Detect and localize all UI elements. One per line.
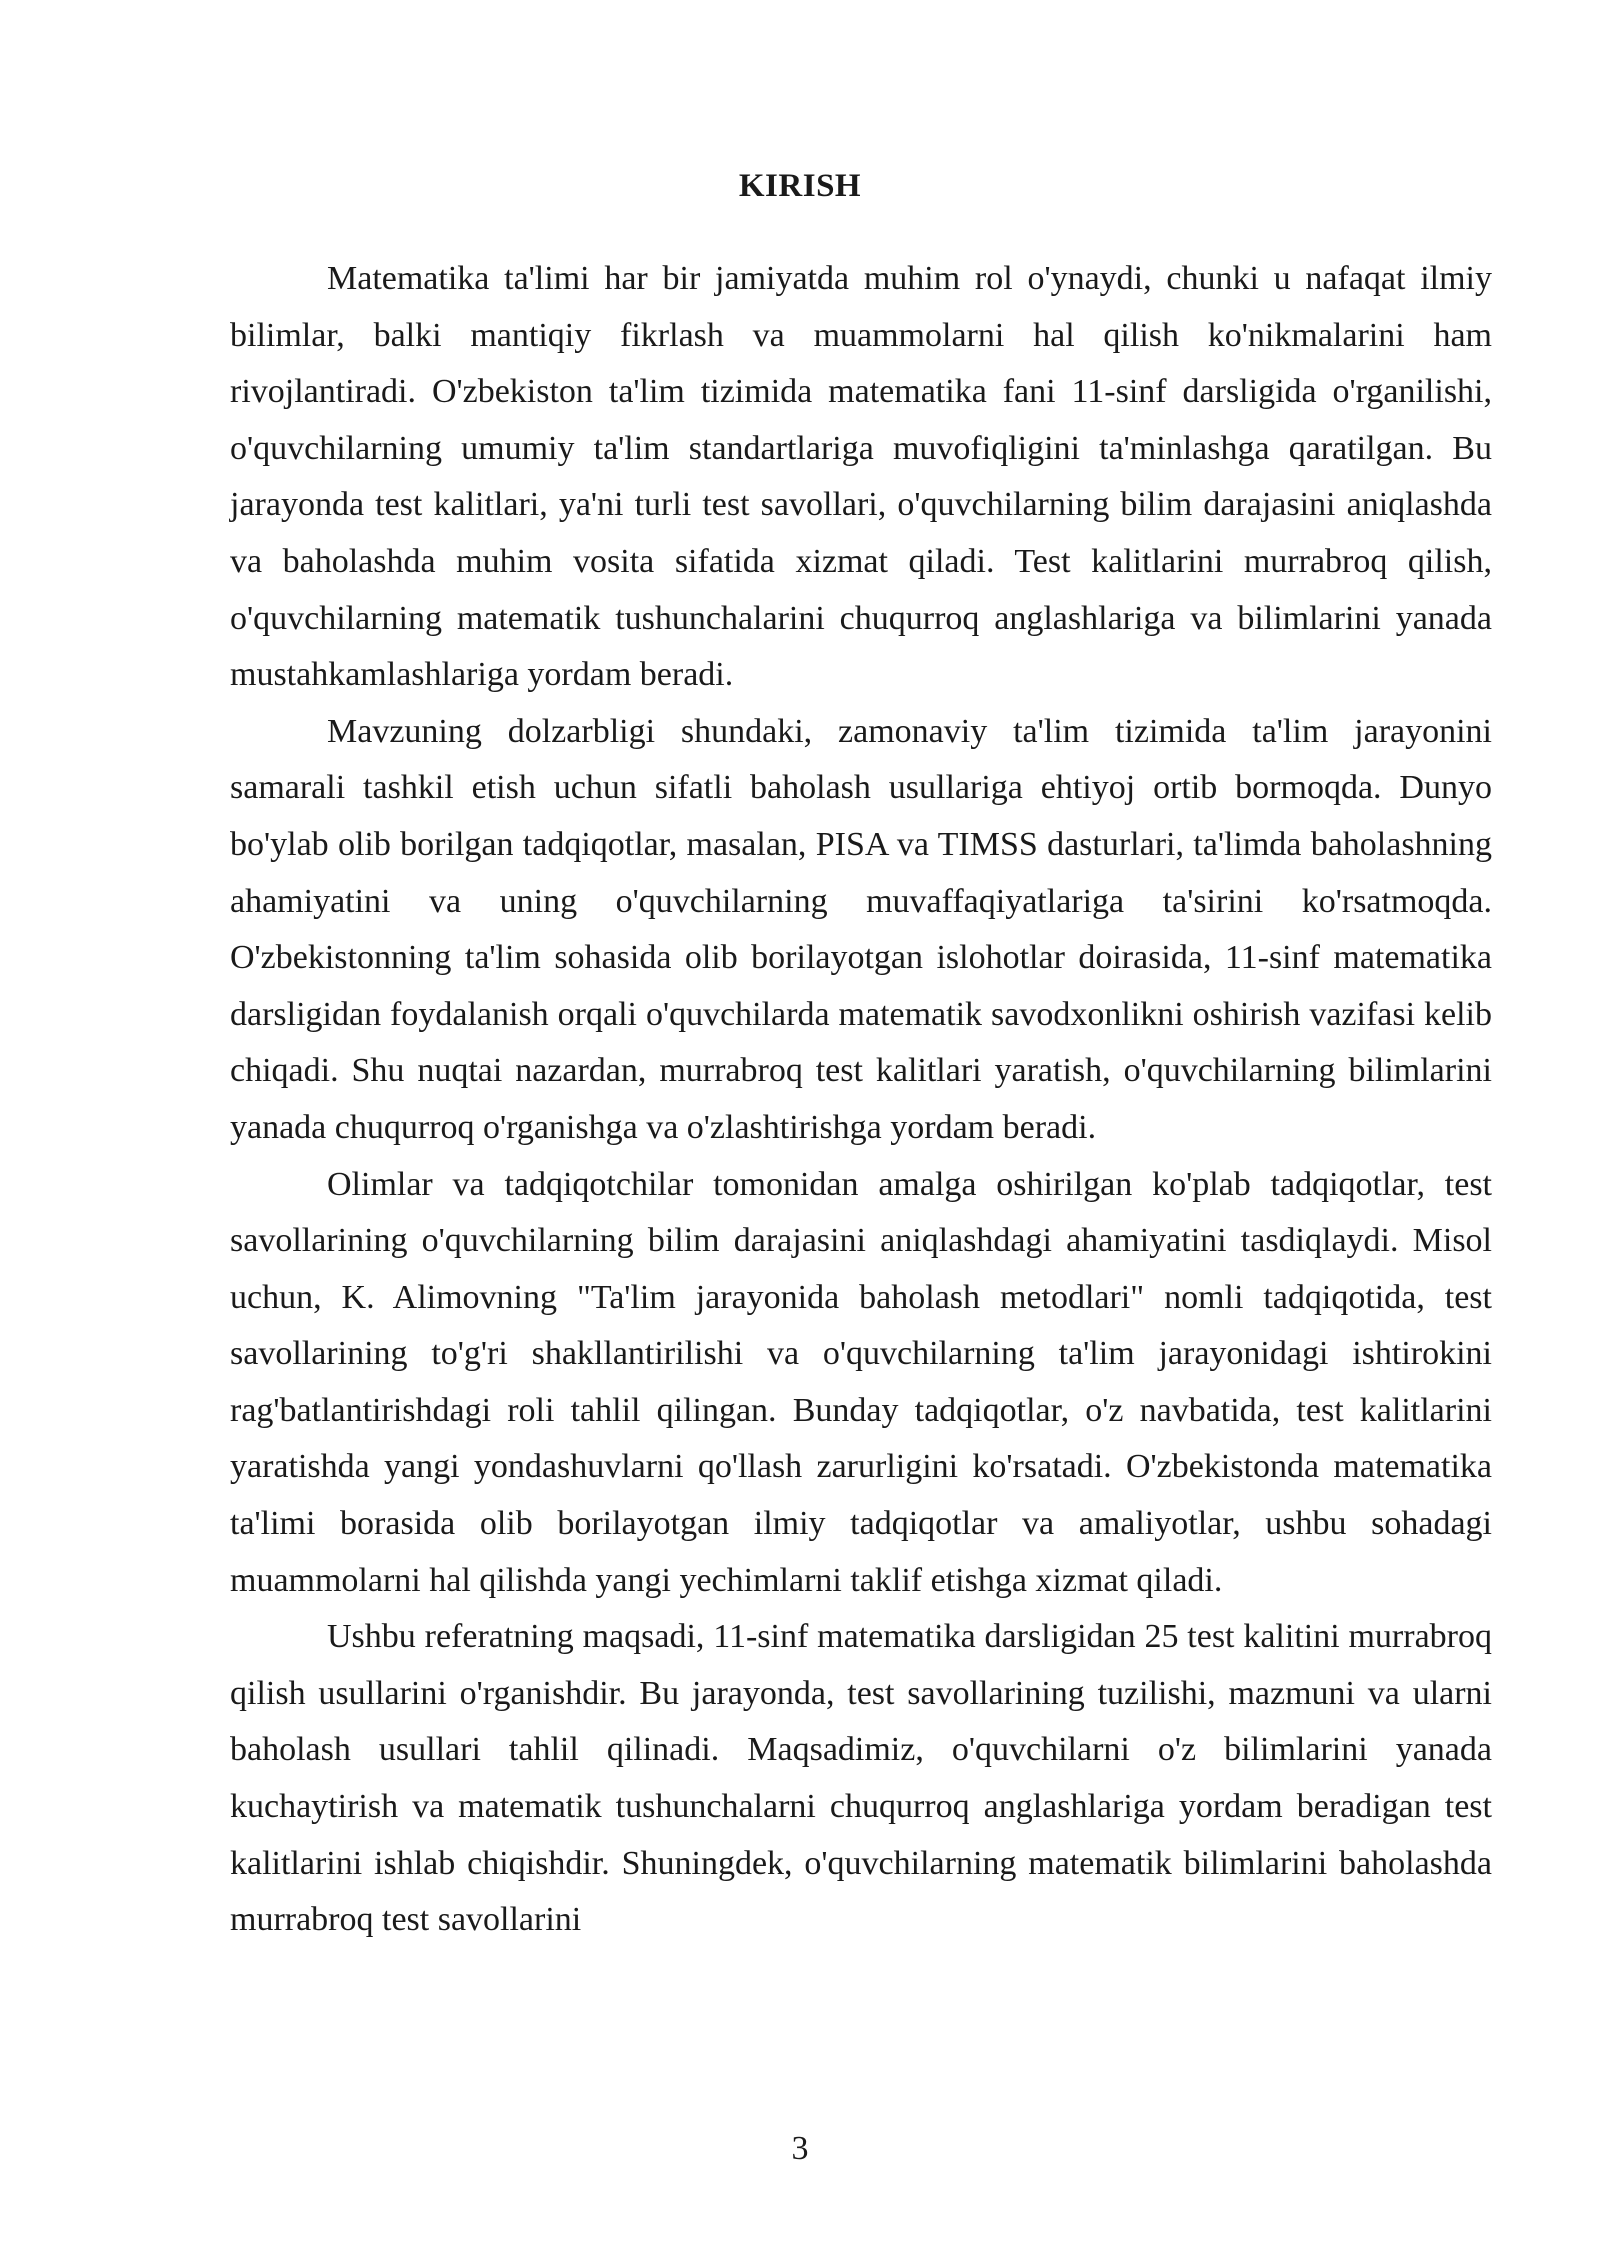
body-text <box>230 251 1492 1949</box>
section-title: KIRISH <box>738 168 862 204</box>
paragraph-intro: Matematika ta'limi har bir jamiyatda muhim rol o'ynaydi, chunki u nafaqat ilmiy bilimlar, balki mantiqiy fikrlash va muammolarni hal qilish ko'nikmalarini ham rivojlantiradi. O'zbekiston ta'lim tizimida matematika fani 11-sinf darsligida o'rganilishi, o'quvchilarning umumiy ta'lim standartlariga muvofiqligini ta'minlashga qaratilgan. Bu jarayonda test kalitlari, ya'ni turli test savollari, o'quvchilarning bilim darajasini aniqlashda va baholashda muhim vosita sifatida xizmat qiladi. Test kalitlarini murrabroq qilish, o'quvchilarning matematik tushunchalarini chuqurroq anglashlariga va bilimlarini yanada mustahkamlashlariga yordam beradi. <box>230 260 1492 694</box>
paragraph-research: Olimlar va tadqiqotchilar tomonidan amalga oshirilgan ko'plab tadqiqotlar, test savollarining o'quvchilarning bilim darajasini aniqlashdagi ahamiyatini tasdiqlaydi. Misol uchun, K. Alimovning "Ta'lim jarayonida baholash metodlari" nomli tadqiqotida, test savollarining to'g'ri shakllantirilishi va o'quvchilarning ta'lim jarayonidagi ishtirokini rag'batlantirishdagi roli tahlil qilingan. Bunday tadqiqotlar, o'z navbatida, test kalitlarini yaratishda yangi yondashuvlarni qo'llash zarurligini ko'rsatadi. O'zbekistonda matematika ta'limi borasida olib borilayotgan ilmiy tadqiqotlar va amaliyotlar, ushbu sohadagi muammolarni hal qilishda yangi yechimlarni taklif etishga xizmat qiladi. <box>230 1165 1492 1599</box>
page-number: 3 <box>791 2130 809 2167</box>
paragraph-relevance: Mavzuning dolzarbligi shundaki, zamonaviy ta'lim tizimida ta'lim jarayonini samarali tashkil etish uchun sifatli baholash usullariga ehtiyoj ortib bormoqda. Dunyo bo'ylab olib borilgan tadqiqotlar, masalan, PISA va TIMSS dasturlari, ta'limda baholashning ahamiyatini va uning o'quvchilarning muvaffaqiyatlariga ta'sirini ko'rsatmoqda. O'zbekistonning ta'lim sohasida olib borilayotgan islohotlar doirasida, 11-sinf matematika darsligidan foydalanish orqali o'quvchilarda matematik savodxonlikni oshirish vazifasi kelib chiqadi. Shu nuqtai nazardan, murrabroq test kalitlari yaratish, o'quvchilarning bilimlarini yanada chuqurroq o'rganishga va o'zlashtirishga yordam beradi. <box>230 712 1492 1146</box>
paragraph-purpose: Ushbu referatning maqsadi, 11-sinf matematika darsligidan 25 test kalitini murrabroq qilish usullarini o'rganishdir. Bu jarayonda, test savollarining tuzilishi, mazmuni va ularni baholash usullari tahlil qilinadi. Maqsadimiz, o'quvchilarni o'z bilimlarini yanada kuchaytirish va matematik tushunchalarni chuqurroq anglashlariga yordam beradigan test kalitlarini ishlab chiqishdir. Shuningdek, o'quvchilarning matematik bilimlarini baholashda murrabroq test savollarini <box>230 1618 1492 1939</box>
